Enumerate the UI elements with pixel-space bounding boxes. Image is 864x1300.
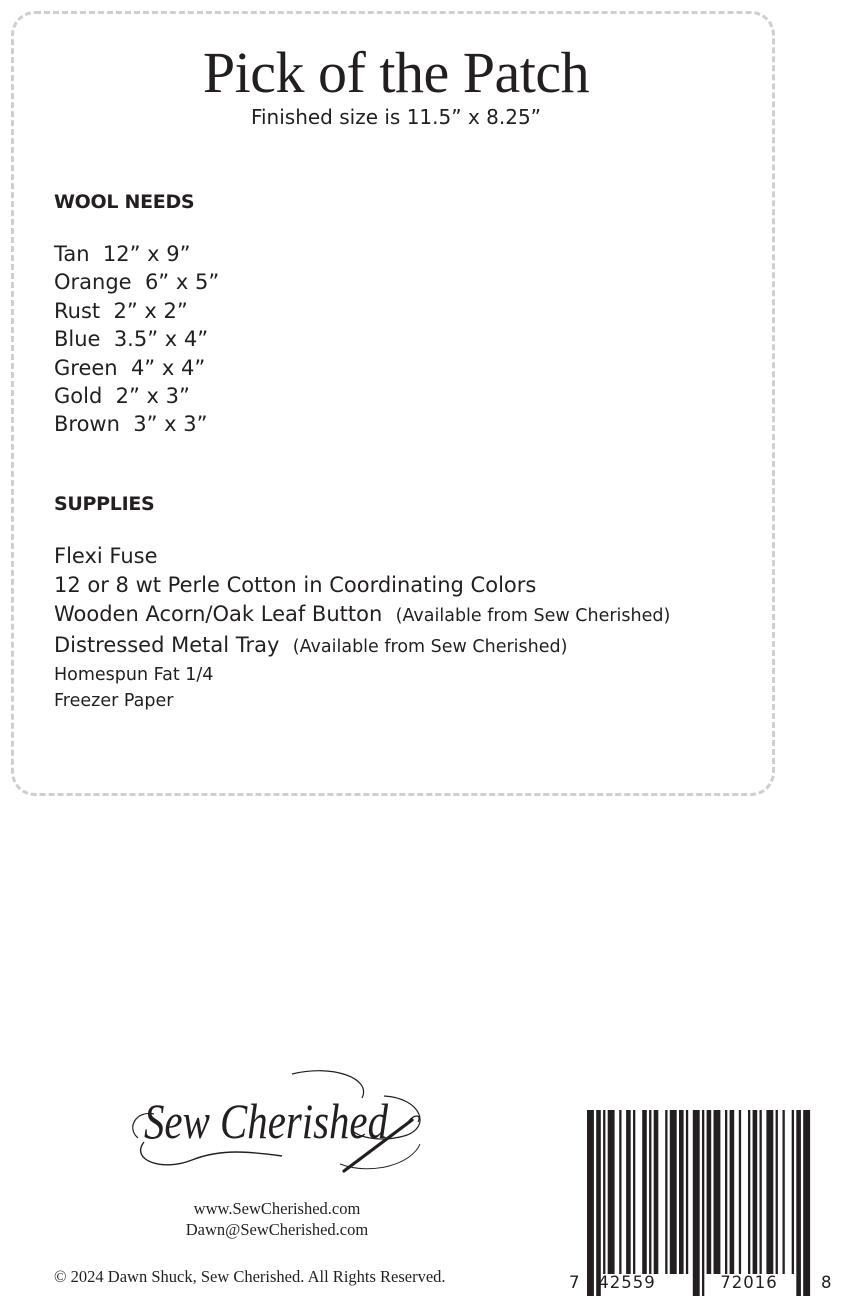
supply-item-text: Wooden Acorn/Oak Leaf Button bbox=[54, 602, 383, 626]
supply-item-text: Homespun Fat 1/4 bbox=[54, 665, 214, 685]
barcode-bar bbox=[796, 1110, 801, 1296]
wool-item: Blue 3.5” x 4” bbox=[54, 327, 209, 352]
finished-size: Finished size is 11.5” x 8.25” bbox=[250, 105, 542, 129]
barcode-bar bbox=[626, 1110, 631, 1274]
logo-wordmark: Sew Cherished bbox=[144, 1093, 389, 1149]
barcode-bar bbox=[608, 1110, 615, 1274]
wool-item: Gold 2” x 3” bbox=[54, 384, 190, 409]
barcode-left-group: 42559 bbox=[598, 1273, 656, 1292]
wool-item: Rust 2” x 2” bbox=[54, 298, 188, 323]
supplies-list bbox=[54, 542, 670, 714]
barcode-bar bbox=[587, 1110, 594, 1296]
supply-item bbox=[54, 542, 670, 571]
barcode-bar bbox=[633, 1110, 635, 1274]
supply-item-text: Freezer Paper bbox=[54, 691, 174, 711]
barcode-bar bbox=[730, 1110, 735, 1274]
pattern-title: Pick of the Patch bbox=[202, 40, 590, 105]
barcode-bar bbox=[748, 1110, 750, 1274]
barcode-bar bbox=[654, 1110, 659, 1274]
barcode-right-group: 72016 bbox=[720, 1273, 778, 1292]
barcode-bar bbox=[766, 1110, 773, 1274]
barcode-bar bbox=[670, 1110, 677, 1274]
barcode-bar bbox=[702, 1110, 704, 1296]
barcode-bar bbox=[642, 1110, 647, 1274]
barcode-bar bbox=[649, 1110, 651, 1274]
wool-item: Brown 3” x 3” bbox=[54, 412, 208, 437]
barcode-bar bbox=[776, 1110, 778, 1274]
barcode-first-digit: 7 bbox=[569, 1273, 581, 1292]
wool-item: Tan 12” x 9” bbox=[54, 242, 191, 266]
barcode-bar bbox=[760, 1110, 762, 1274]
barcode-bar bbox=[679, 1110, 684, 1274]
sew-cherished-logo bbox=[122, 1068, 432, 1178]
barcode-bar bbox=[686, 1110, 688, 1274]
barcode-check-digit: 8 bbox=[821, 1273, 833, 1292]
website-link[interactable]: www.SewCherished.com bbox=[193, 1199, 361, 1218]
barcode-bar bbox=[603, 1110, 605, 1274]
barcode-bar bbox=[693, 1110, 700, 1296]
wool-item: Green 4” x 4” bbox=[54, 355, 206, 380]
supply-item-text: Distressed Metal Tray bbox=[54, 633, 280, 657]
supply-item-note: (Available from Sew Cherished) bbox=[292, 637, 568, 657]
wool-needs-list bbox=[54, 240, 219, 439]
barcode-bar bbox=[596, 1110, 601, 1296]
email-link[interactable]: Dawn@SewCherished.com bbox=[185, 1220, 369, 1239]
barcode-bar bbox=[792, 1110, 794, 1274]
supply-item bbox=[54, 571, 670, 600]
supply-item bbox=[54, 631, 670, 662]
barcode-bar bbox=[739, 1110, 741, 1274]
barcode-bar bbox=[714, 1110, 721, 1274]
supplies-heading: SUPPLIES bbox=[54, 493, 155, 515]
wool-needs-heading: WOOL NEEDS bbox=[54, 191, 195, 213]
supply-item-text: 12 or 8 wt Perle Cotton in Coordinating Colors bbox=[54, 573, 537, 597]
barcode-bar bbox=[665, 1110, 667, 1274]
barcode-bar bbox=[725, 1110, 727, 1274]
barcode-bar bbox=[783, 1110, 785, 1274]
supply-item bbox=[54, 662, 670, 688]
barcode-bar bbox=[619, 1110, 621, 1274]
barcode-bars bbox=[587, 1110, 810, 1296]
wool-item: Orange 6” x 5” bbox=[54, 270, 220, 295]
supply-item bbox=[54, 688, 670, 714]
supply-item-note: (Available from Sew Cherished) bbox=[395, 606, 671, 626]
supply-item-text: Flexi Fuse bbox=[54, 544, 158, 568]
supply-item bbox=[54, 600, 670, 631]
upc-barcode bbox=[565, 1106, 840, 1300]
copyright-notice: © 2024 Dawn Shuck, Sew Cherished. All Rights Reserved. bbox=[54, 1267, 446, 1286]
barcode-bar bbox=[753, 1110, 758, 1274]
barcode-bar bbox=[803, 1110, 810, 1296]
barcode-bar bbox=[707, 1110, 712, 1274]
